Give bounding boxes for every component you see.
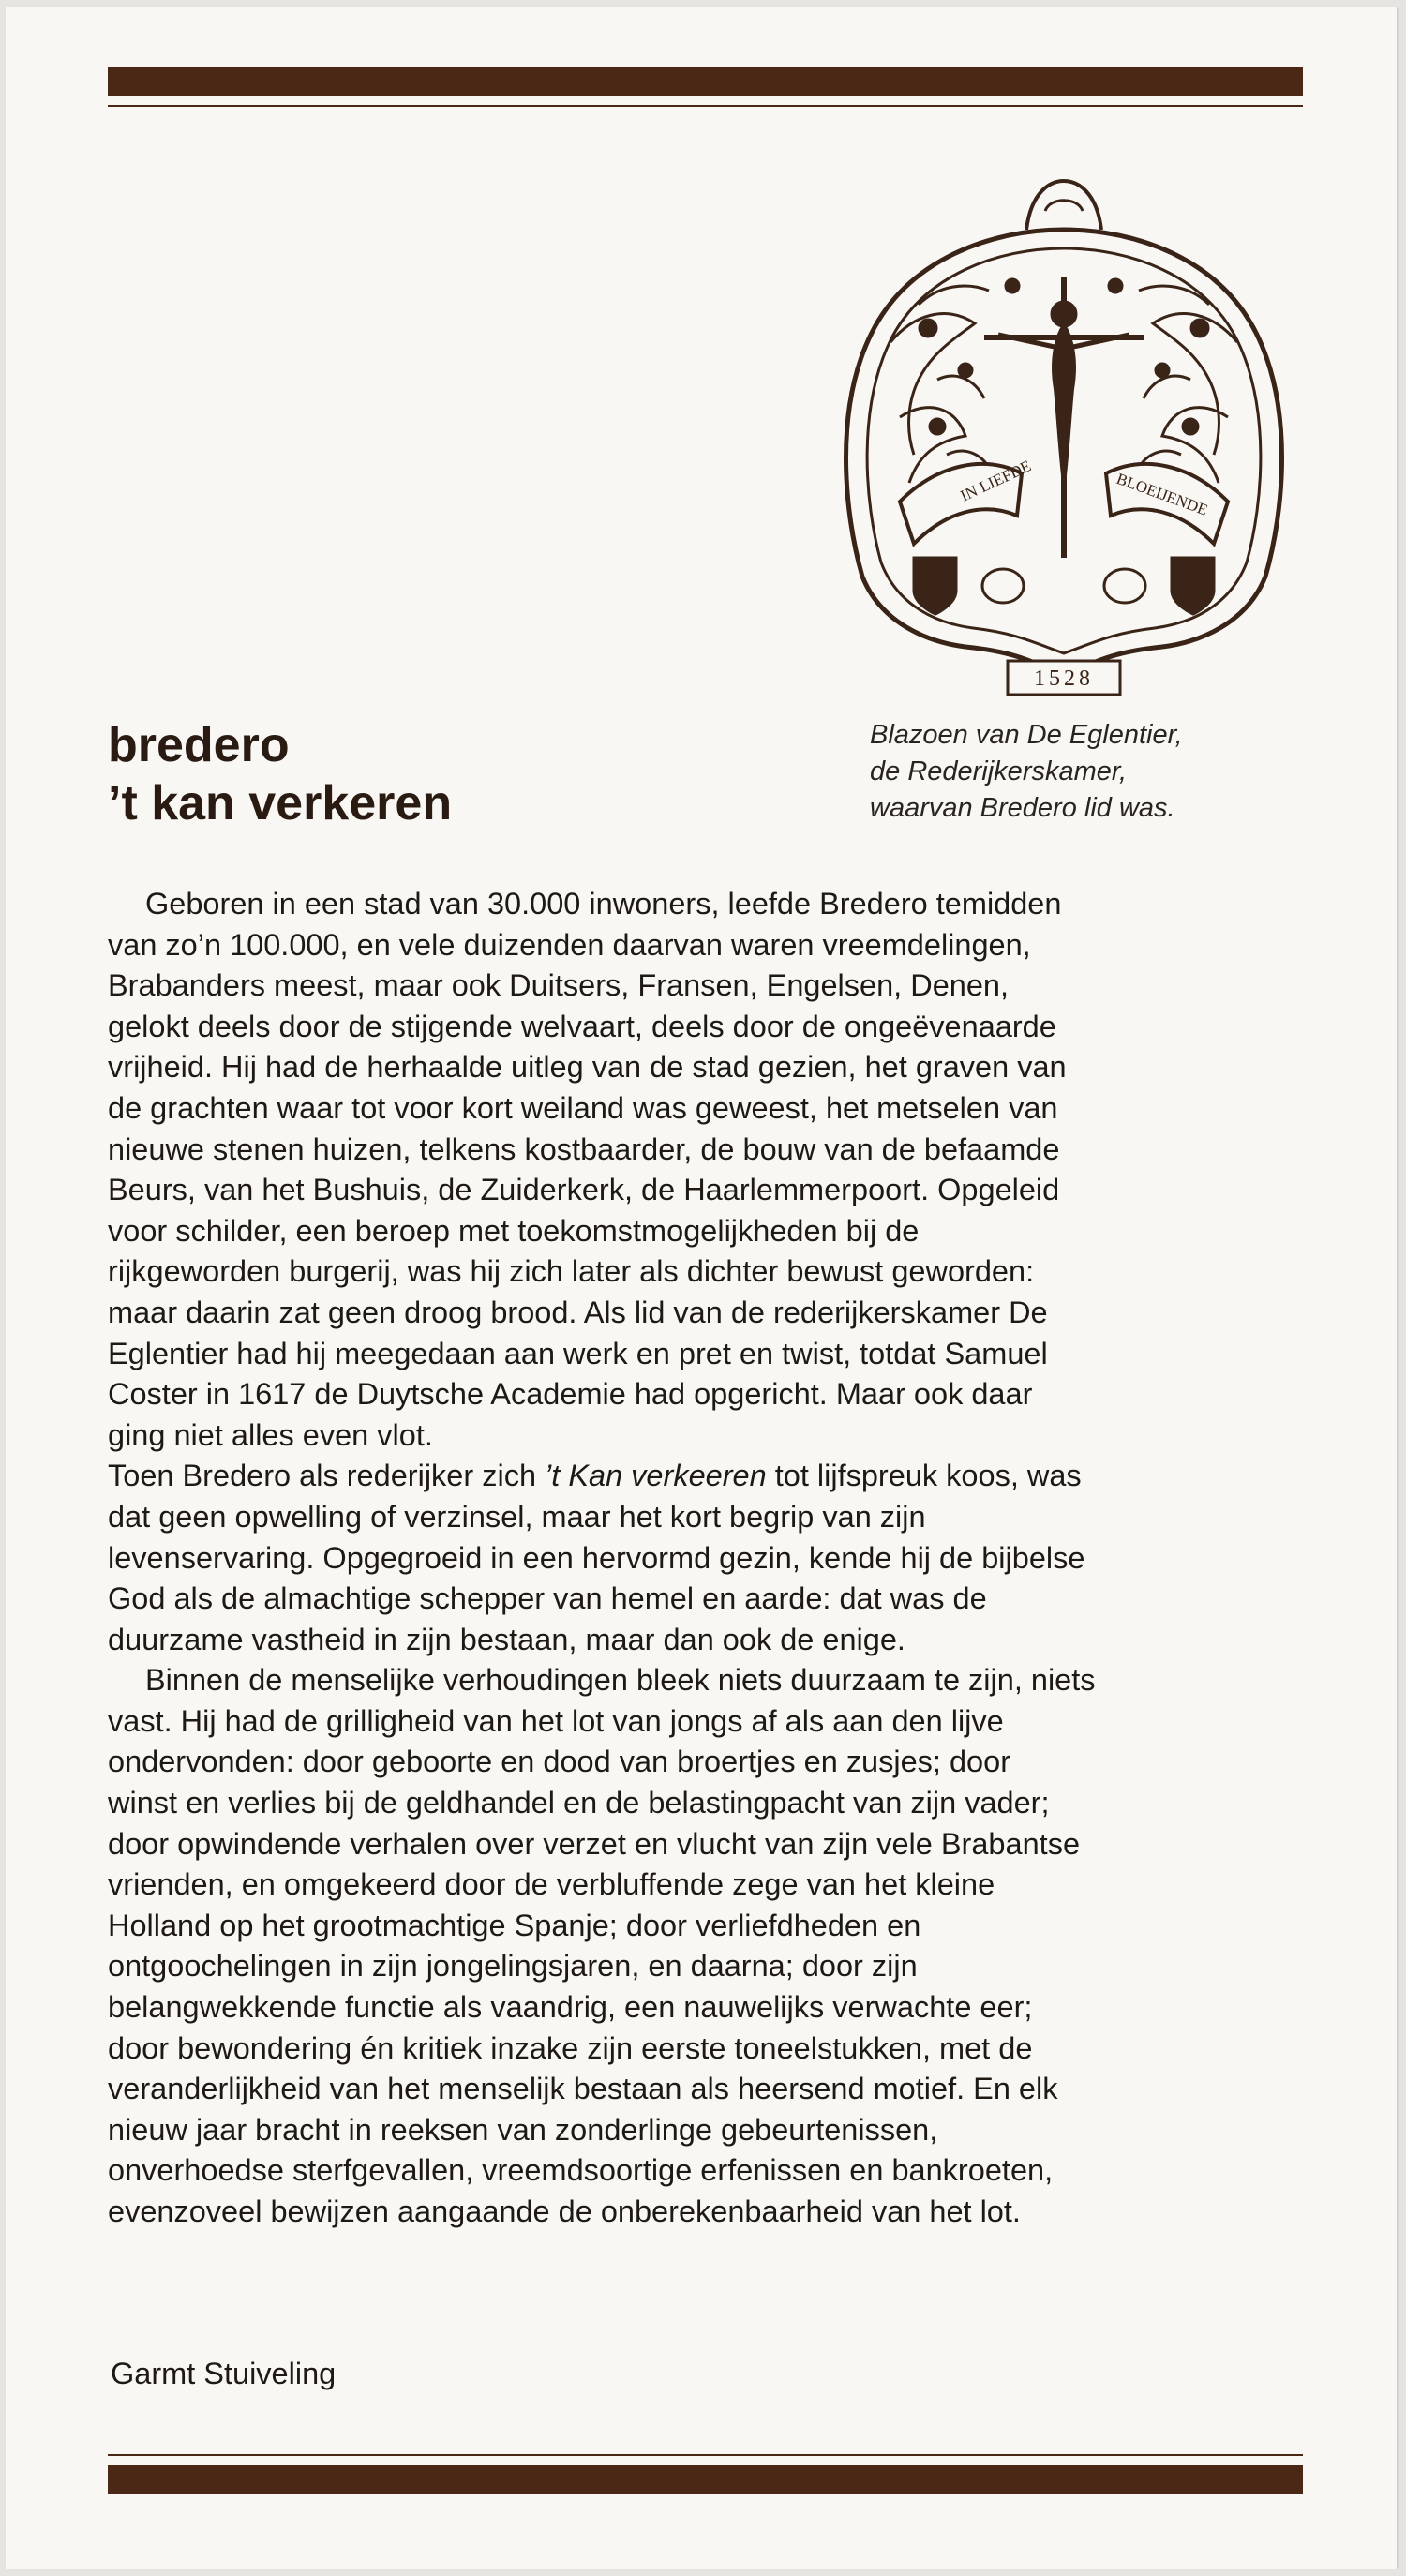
body-line: voor schilder, een beroep met toekomstmogelijkheden bij de [108, 1213, 920, 1248]
emblem-motto-left: IN LIEFDE [957, 457, 1034, 505]
body-line: Eglentier had hij meegedaan aan werk en pret en twist, totdat Samuel [108, 1336, 1048, 1370]
body-line: ontgoochelingen in zijn jongelingsjaren, en daarna; door zijn [108, 1949, 918, 1984]
body-line: gelokt deels door de stijgende welvaart, deels door de ongeëvenaarde [108, 1009, 1056, 1043]
body-line: Holland op het grootmachtige Spanje; door verliefdheden en [108, 1908, 921, 1942]
body-line: vrijheid. Hij had de herhaalde uitleg van de stad gezien, het graven van [108, 1050, 1067, 1085]
title-line-1: bredero [108, 718, 290, 772]
body-line: levenservaring. Opgegroeid in een hervormd gezin, kende hij de bijbelse [108, 1540, 1085, 1575]
title-line-2: ’t kan verkeren [108, 776, 453, 831]
body-line [108, 1456, 1326, 1497]
body-line: vrienden, en omgekeerd door de verbluffende zege van het kleine [108, 1867, 995, 1902]
article-body [108, 884, 1326, 2233]
caption-line: waarvan Bredero lid was. [870, 793, 1175, 823]
body-line: van zo’n 100.000, en vele duizenden daarvan waren vreemdelingen, [108, 927, 1031, 962]
body-line: Geboren in een stad van 30.000 inwoners, leefde Bredero temidden [145, 887, 1062, 921]
body-line: vast. Hij had de grilligheid van het lot van jongs af als aan den lijve [108, 1703, 1004, 1738]
body-line: nieuw jaar bracht in reeksen van zonderlinge gebeurtenissen, [108, 2112, 938, 2147]
body-line: onverhoedse sterfgevallen, vreemdsoortige erfenissen en bankroeten, [108, 2153, 1054, 2188]
body-line: door opwindende verhalen over verzet en vlucht van zijn vele Brabantse [108, 1826, 1081, 1861]
author-signature: Garmt Stuiveling [111, 2357, 337, 2390]
emblem-motto-right: BLOEIJENDE [1114, 469, 1210, 519]
body-line: rijkgeworden burgerij, was hij zich later als dichter bewust geworden: [108, 1254, 1035, 1289]
body-line: maar daarin zat geen droog brood. Als lid van de rederijkerskamer De [108, 1295, 1048, 1329]
bottom-rule-thick [108, 2465, 1303, 2494]
body-text-span: Toen Bredero als rederijker zich [108, 1459, 546, 1493]
body-line: winst en verlies bij de geldhandel en de belastingpacht van zijn vader; [108, 1786, 1050, 1820]
body-line: duurzame vastheid in zijn bestaan, maar dan ook de enige. [108, 1622, 905, 1656]
body-line: Binnen de menselijke verhoudingen bleek niets duurzaam te zijn, niets [145, 1663, 1096, 1698]
body-line: nieuwe stenen huizen, telkens kostbaarder, de bouw van de befaamde [108, 1131, 1060, 1166]
body-line: veranderlijkheid van het menselijk bestaan als heersend motief. En elk [108, 2072, 1058, 2106]
coat-of-arms-emblem-icon [825, 173, 1303, 698]
bottom-rule-thin [108, 2454, 1303, 2456]
motto-italic: ’t Kan verkeeren [545, 1459, 767, 1493]
body-line: Coster in 1617 de Duytsche Academie had opgericht. Maar ook daar [108, 1377, 1033, 1412]
page-title [108, 716, 452, 832]
emblem-year: 1528 [1034, 666, 1094, 691]
body-line: Beurs, van het Bushuis, de Zuiderkerk, de Haarlemmerpoort. Opgeleid [108, 1173, 1060, 1207]
body-line: Brabanders meest, maar ook Duitsers, Fransen, Engelsen, Denen, [108, 968, 1010, 1003]
body-line: dat geen opwelling of verzinsel, maar het kort begrip van zijn [108, 1499, 926, 1534]
body-line: ging niet alles even vlot. [108, 1417, 433, 1452]
top-rule-thick [108, 67, 1303, 96]
caption-line: Blazoen van De Eglentier, [870, 720, 1183, 750]
body-line: belangwekkende functie als vaandrig, een nauwelijks verwachte eer; [108, 1990, 1033, 2025]
body-line: door bewondering én kritiek inzake zijn eerste toneelstukken, met de [108, 2030, 1033, 2065]
body-line: evenzoveel bewijzen aangaande de onberekenbaarheid van het lot. [108, 2194, 1021, 2228]
body-line: ondervonden: door geboorte en dood van broertjes en zusjes; door [108, 1745, 1011, 1779]
top-rule-thin [108, 105, 1303, 107]
body-line: God als de almachtige schepper van hemel en aarde: dat was de [108, 1581, 987, 1616]
body-line: de grachten waar tot voor kort weiland was geweest, het metselen van [108, 1090, 1058, 1125]
body-text-span: tot lijfspreuk koos, was [766, 1459, 1082, 1493]
caption-line: de Rederijkerskamer, [870, 756, 1127, 786]
emblem-caption [870, 717, 1339, 827]
